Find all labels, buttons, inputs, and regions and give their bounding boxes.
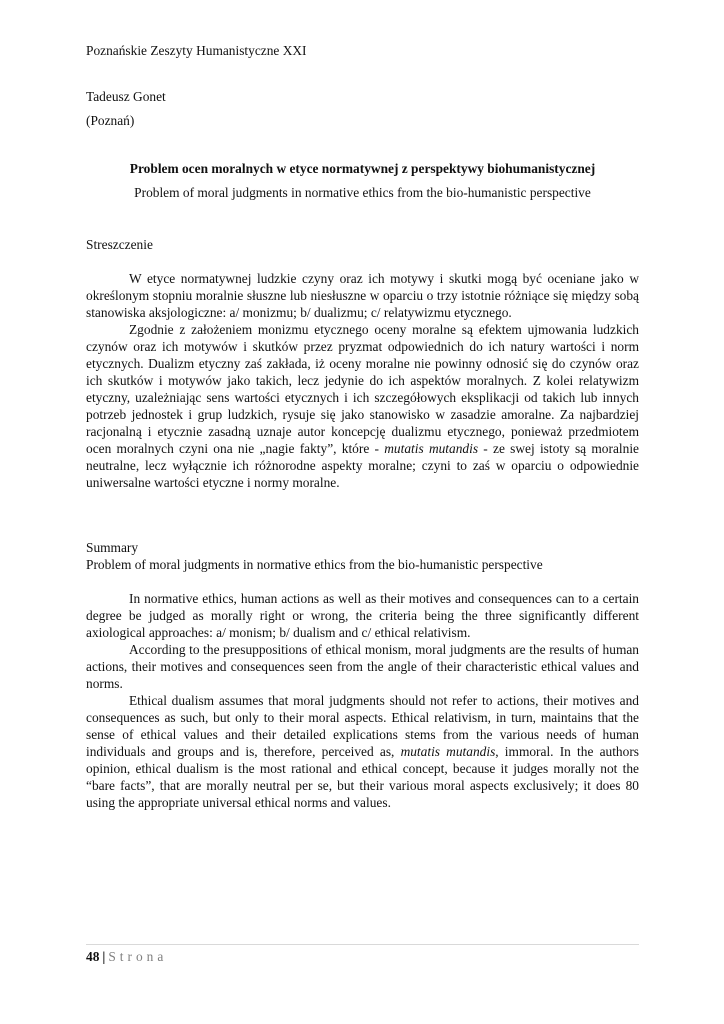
title-polish: Problem ocen moralnych w etyce normatywnej z perspektywy biohumanistycznej [129,161,596,176]
abstract-en-body [86,590,639,811]
abstract-en-paragraph-1: In normative ethics, human actions as well as their motives and consequences can to a certain degree be judged as morally right or wrong, the criteria being the three significantly different axiological approaches: a/ monism; b/ dualism and c/ ethical relativism. [86,591,639,640]
journal-name: Poznańskie Zeszyty Humanistyczne XXI [86,43,307,58]
abstract-pl-paragraph-1: W etyce normatywnej ludzkie czyny oraz ich motywy i skutki mogą być oceniane jako w określonym stopniu moralnie słuszne lub niesłuszne w oparciu o trzy istotnie różniące się między sobą stanowiska aksjologiczne: a/ monizmu; b/ dualizmu; c/ relatywizmu etycznego. [86,271,639,320]
abstract-en-heading: Summary [86,540,139,555]
abstract-pl-body [86,270,639,491]
abstract-en-paragraph-3 [86,692,639,811]
author-name: Tadeusz Gonet [86,89,166,104]
abstract-pl-heading: Streszczenie [86,237,153,252]
footer-label: Strona [108,949,168,964]
abstract-en-paragraph-3-part-2: , immoral. In the authors opinion, ethical dualism is the most rational and ethical concept, because it judges morally not the “bare facts”, that are morally neutral per se, but their various moral aspects exclusively; it does 80 using the appropriate universal ethical norms and values. [86,744,639,810]
abstract-pl-paragraph-2 [86,321,639,491]
abstract-en-paragraph-3-part-1: Ethical dualism assumes that moral judgments should not refer to actions, their motives and consequences as such, but only to their moral aspects. Ethical relativism, in turn, maintains that the sense of ethical values and their detailed explications stems from the various needs of human individuals and groups and is, therefore, perceived as, [86,693,639,759]
page-number: 48 [86,949,100,964]
abstract-en-subheading: Problem of moral judgments in normative ethics from the bio-humanistic perspective [86,557,543,572]
abstract-en-paragraph-2: According to the presuppositions of ethical monism, moral judgments are the results of human actions, their motives and consequences seen from the angle of their characteristic ethical values and norms. [86,642,639,691]
page-footer [86,948,167,965]
abstract-pl-paragraph-2-part-1: Zgodnie z założeniem monizmu etycznego oceny moralne są efektem ujmowania ludzkich czynów oraz ich motywów i skutków przez pryzmat odpowiednich do ich natury wartości i norm etycznych. Dualizm etyczny zaś zakłada, iż oceny moralne nie powinny odnosić się do czynów oraz ich skutków i motywów jako takich, lecz jedynie do ich aspektów moralnych. Z kolei relatywizm etyczny, uzależniając sens wartości etycznych i ich szczegółowych eksplikacji od takich lub innych potrzeb jednostek i grup ludzkich, rysuje się jako stanowisko w zasadzie amoralne. Za najbardziej racjonalną i etycznie zasadną uznaje autor koncepcję dualizmu etycznego, ponieważ przedmiotem ocen moralnych czyni ona nie „nagie fakty”, które - [86,322,639,456]
footer-separator: | [102,949,106,964]
author-affiliation: (Poznań) [86,113,135,128]
abstract-pl-paragraph-2-part-2: - ze swej istoty są moralnie neutralne, lecz wyłącznie ich różnorodne aspekty moralne; czyni to zaś w oparciu o odpowiednie uniwersalne wartości etyczne i normy moralne. [86,441,639,490]
abstract-pl-italic-phrase: mutatis mutandis [384,441,479,456]
footer-divider [86,944,639,945]
abstract-en-italic-phrase: mutatis mutandis [400,744,496,759]
title-english: Problem of moral judgments in normative ethics from the bio-humanistic perspective [134,185,591,200]
